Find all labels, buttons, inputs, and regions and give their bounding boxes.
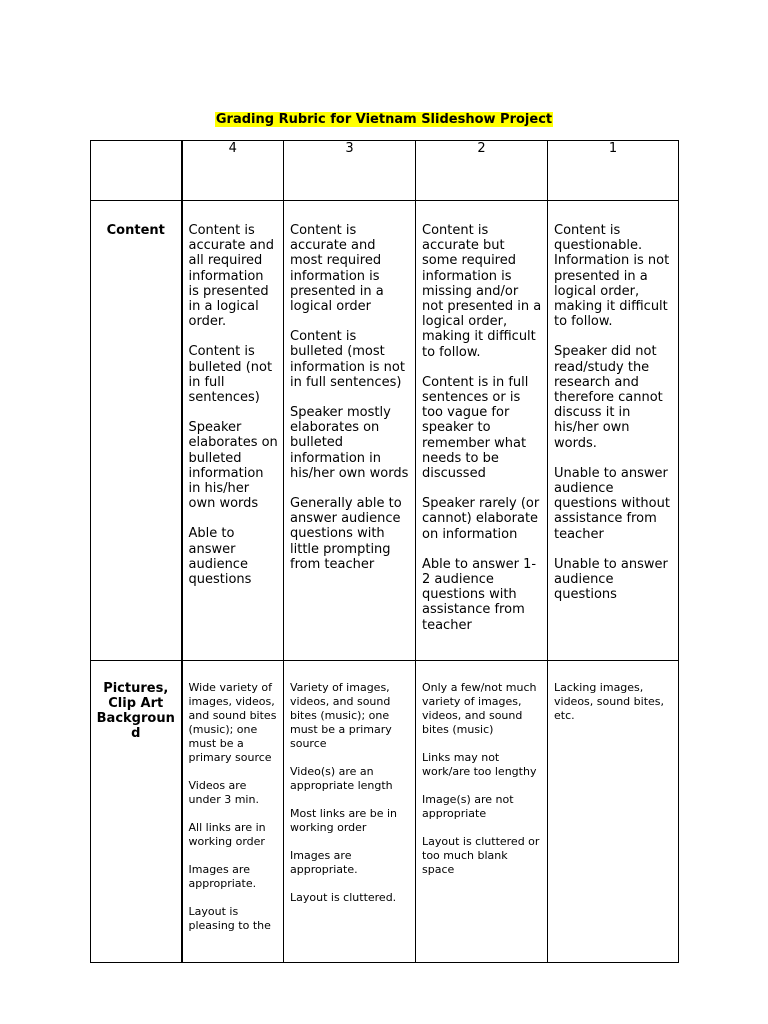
header-row: [91, 141, 679, 201]
criteria-paragraph: Images are appropriate.: [188, 863, 257, 890]
criteria-cell: [182, 661, 284, 963]
score-header-2: 2: [416, 141, 548, 201]
score-header-3: 3: [284, 141, 416, 201]
criteria-paragraph: Generally able to answer audience questions with little prompting from teacher: [290, 496, 402, 572]
title-text: Grading Rubric for Vietnam Slideshow Project: [215, 112, 553, 127]
criteria-paragraph: Image(s) are not appropriate: [422, 793, 514, 820]
criteria-paragraph: Content is accurate and most required information is presented in a logical order: [290, 223, 384, 315]
criteria-paragraph: All links are in working order: [188, 821, 266, 848]
criteria-cell: [548, 661, 679, 963]
criteria-paragraph: Speaker elaborates on bulleted information in his/her own words: [188, 420, 278, 512]
criteria-paragraph: Layout is cluttered.: [290, 891, 397, 904]
table-row: [91, 661, 679, 963]
criteria-paragraph: Layout is cluttered or too much blank space: [422, 835, 540, 876]
criteria-paragraph: Content is bulleted (most information is not in full sentences): [290, 329, 405, 390]
criteria-paragraph: Able to answer 1-2 audience questions with assistance from teacher: [422, 556, 537, 633]
criteria-paragraph: Lacking images, videos, sound bites, etc.: [554, 681, 664, 722]
criteria-cell: [548, 201, 679, 661]
criteria-paragraph: Content is bulleted (not in full sentences): [188, 344, 273, 406]
row-label-pictures: Pictures, Clip Art Backgroun d: [91, 661, 182, 963]
criteria-paragraph: Unable to answer audience questions: [554, 556, 668, 603]
criteria-paragraph: Videos are under 3 min.: [188, 779, 259, 806]
criteria-cell: [416, 661, 548, 963]
criteria-paragraph: Layout is pleasing to the: [188, 905, 271, 932]
criteria-paragraph: Content is accurate but some required information is missing and/or not presented in a logical order, making it difficult to follow.: [422, 223, 542, 360]
criteria-paragraph: Only a few/not much variety of images, videos, and sound bites (music): [422, 681, 537, 736]
table-row: [91, 201, 679, 661]
criteria-paragraph: Unable to answer audience questions without assistance from teacher: [554, 465, 670, 542]
criteria-paragraph: Speaker rarely (or cannot) elaborate on information: [422, 496, 540, 542]
criteria-cell: [284, 201, 416, 661]
criteria-paragraph: Most links are be in working order: [290, 807, 398, 834]
criteria-paragraph: Wide variety of images, videos, and sound bites (music); one must be a primary source: [188, 681, 277, 764]
criteria-paragraph: Speaker mostly elaborates on bulleted information in his/her own words: [290, 405, 409, 481]
criteria-paragraph: Speaker did not read/study the research and therefore cannot discuss it in his/her own words.: [554, 344, 663, 451]
criteria-paragraph: Links may not work/are too lengthy: [422, 751, 537, 778]
criteria-paragraph: Video(s) are an appropriate length: [290, 765, 393, 792]
criteria-paragraph: Content is questionable. Information is not presented in a logical order, making it difficult to follow.: [554, 223, 670, 330]
criteria-paragraph: Images are appropriate.: [290, 849, 358, 876]
row-label-content: Content: [91, 201, 182, 661]
criteria-cell: [416, 201, 548, 661]
score-header-1: 1: [548, 141, 679, 201]
criteria-paragraph: Variety of images, videos, and sound bites (music); one must be a primary source: [290, 681, 392, 750]
rubric-table: [90, 140, 679, 963]
criteria-cell: [182, 201, 284, 661]
criteria-cell: [284, 661, 416, 963]
criteria-paragraph: Content is accurate and all required information is presented in a logical order.: [188, 223, 274, 330]
document-title: [0, 108, 768, 127]
criteria-paragraph: Able to answer audience questions: [188, 526, 252, 588]
criteria-paragraph: Content is in full sentences or is too vague for speaker to remember what needs to be discussed: [422, 374, 529, 482]
header-blank-cell: [91, 141, 182, 201]
score-header-4: 4: [182, 141, 284, 201]
